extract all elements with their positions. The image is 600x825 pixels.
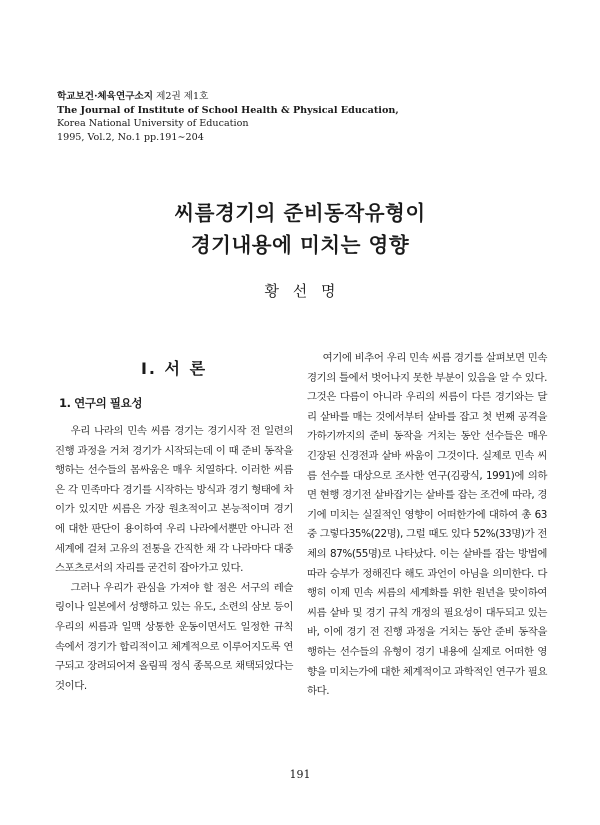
journal-name-korean: 학교보건·체육연구소지 [57, 91, 154, 102]
paragraph: 그러나 우리가 관심을 가져야 할 점은 서구의 레슬링이나 일본에서 성행하고 있는 유도, 소련의 삼보 등이 우리의 씨름과 일맥 상통한 운동이면서도 일정한 규칙 속에서 경기가 합리적이고 체계적으로 이루어지도록 연구되고 장려되어져 올림픽 정식 종목으로 채택되었다는 것이다. [55, 581, 293, 692]
journal-volume-korean: 제2권 제1호 [156, 91, 209, 102]
paragraph: 우리 나라의 민속 씨름 경기는 경기시작 전 일련의 진행 과정을 거쳐 경기가 시작되는데 이 때 준비 동작을 행하는 선수들의 몸싸움은 매우 치열하다. 이러한 씨름은 각 민족마다 경기를 시작하는 방식과 경기 형태에 차이가 있지만 씨름은 가장 원초적이고 본능적이며 경기에 대한 판단이 용이하여 우리 나라에서뿐만 아니라 전세계에 걸쳐 고유의 전통을 간직한 채 각 나라마다 대중 스포츠로서의 자리를 굳건히 잡아가고 있다. [55, 425, 293, 575]
section-title: Ⅰ. 서 론 [140, 359, 208, 378]
paragraph: 여기에 비추어 우리 민속 씨름 경기를 살펴보면 민속 경기의 틀에서 벗어나지 못한 부분이 있음을 알 수 있다. 그것은 다름이 아니라 우리의 씨름이 다른 경기와는 달리 샅바를 매는 것에서부터 샅바를 잡고 첫 번째 공격을 가하기까지의 준비 동작을 거치는 동안 선수들은 매우 긴장된 신경전과 샅바 싸움이 그것이다. 실제로 민속 씨름 선수를 대상으로 조사한 연구(김광식, 1991)에 의하면 현행 경기전 샅바잡기는 샅바를 잡는 조건에 따라, 경기에 미치는 실질적인 영향이 어떠한가에 대하여 총 63중 그렇다35%(22명), 그럴 때도 있다 52%(33명)가 전체의 87%(55명)로 나타났다. 이는 샅바를 잡는 방법에 따라 승부가 정해진다 해도 과언이 아님을 의미한다. 다행히 이제 민속 씨름의 세계화를 위한 원년을 맞이하여 씨름 샅바 및 경기 규칙 개정의 필요성이 대두되고 있는 바, 이에 경기 전 진행 과정을 거치는 동안 준비 동작을 행하는 선수들의 유형이 경기 내용에 실제로 어떠한 영향을 미치는가에 대한 체계적이고 과학적인 연구가 필요하다. [307, 352, 547, 698]
author-name: 황 선 명 [264, 282, 336, 300]
paper-title-line-1: 씨름경기의 준비동작유형이 [174, 201, 426, 225]
subsection-title: 1. 연구의 필요성 [59, 396, 143, 410]
journal-name-english: The Journal of Institute of School Health & Physical Education, [57, 104, 399, 116]
paper-title-line-2: 경기내용에 미치는 영향 [190, 233, 410, 257]
page-number: 191 [289, 768, 311, 781]
journal-line-korean [57, 90, 557, 104]
citation-line: 1995, Vol.2, No.1 pp.191∼204 [57, 131, 204, 143]
journal-header [57, 90, 557, 144]
right-column [307, 349, 547, 702]
left-column [55, 358, 293, 696]
university-name: Korea National University of Education [57, 118, 249, 129]
